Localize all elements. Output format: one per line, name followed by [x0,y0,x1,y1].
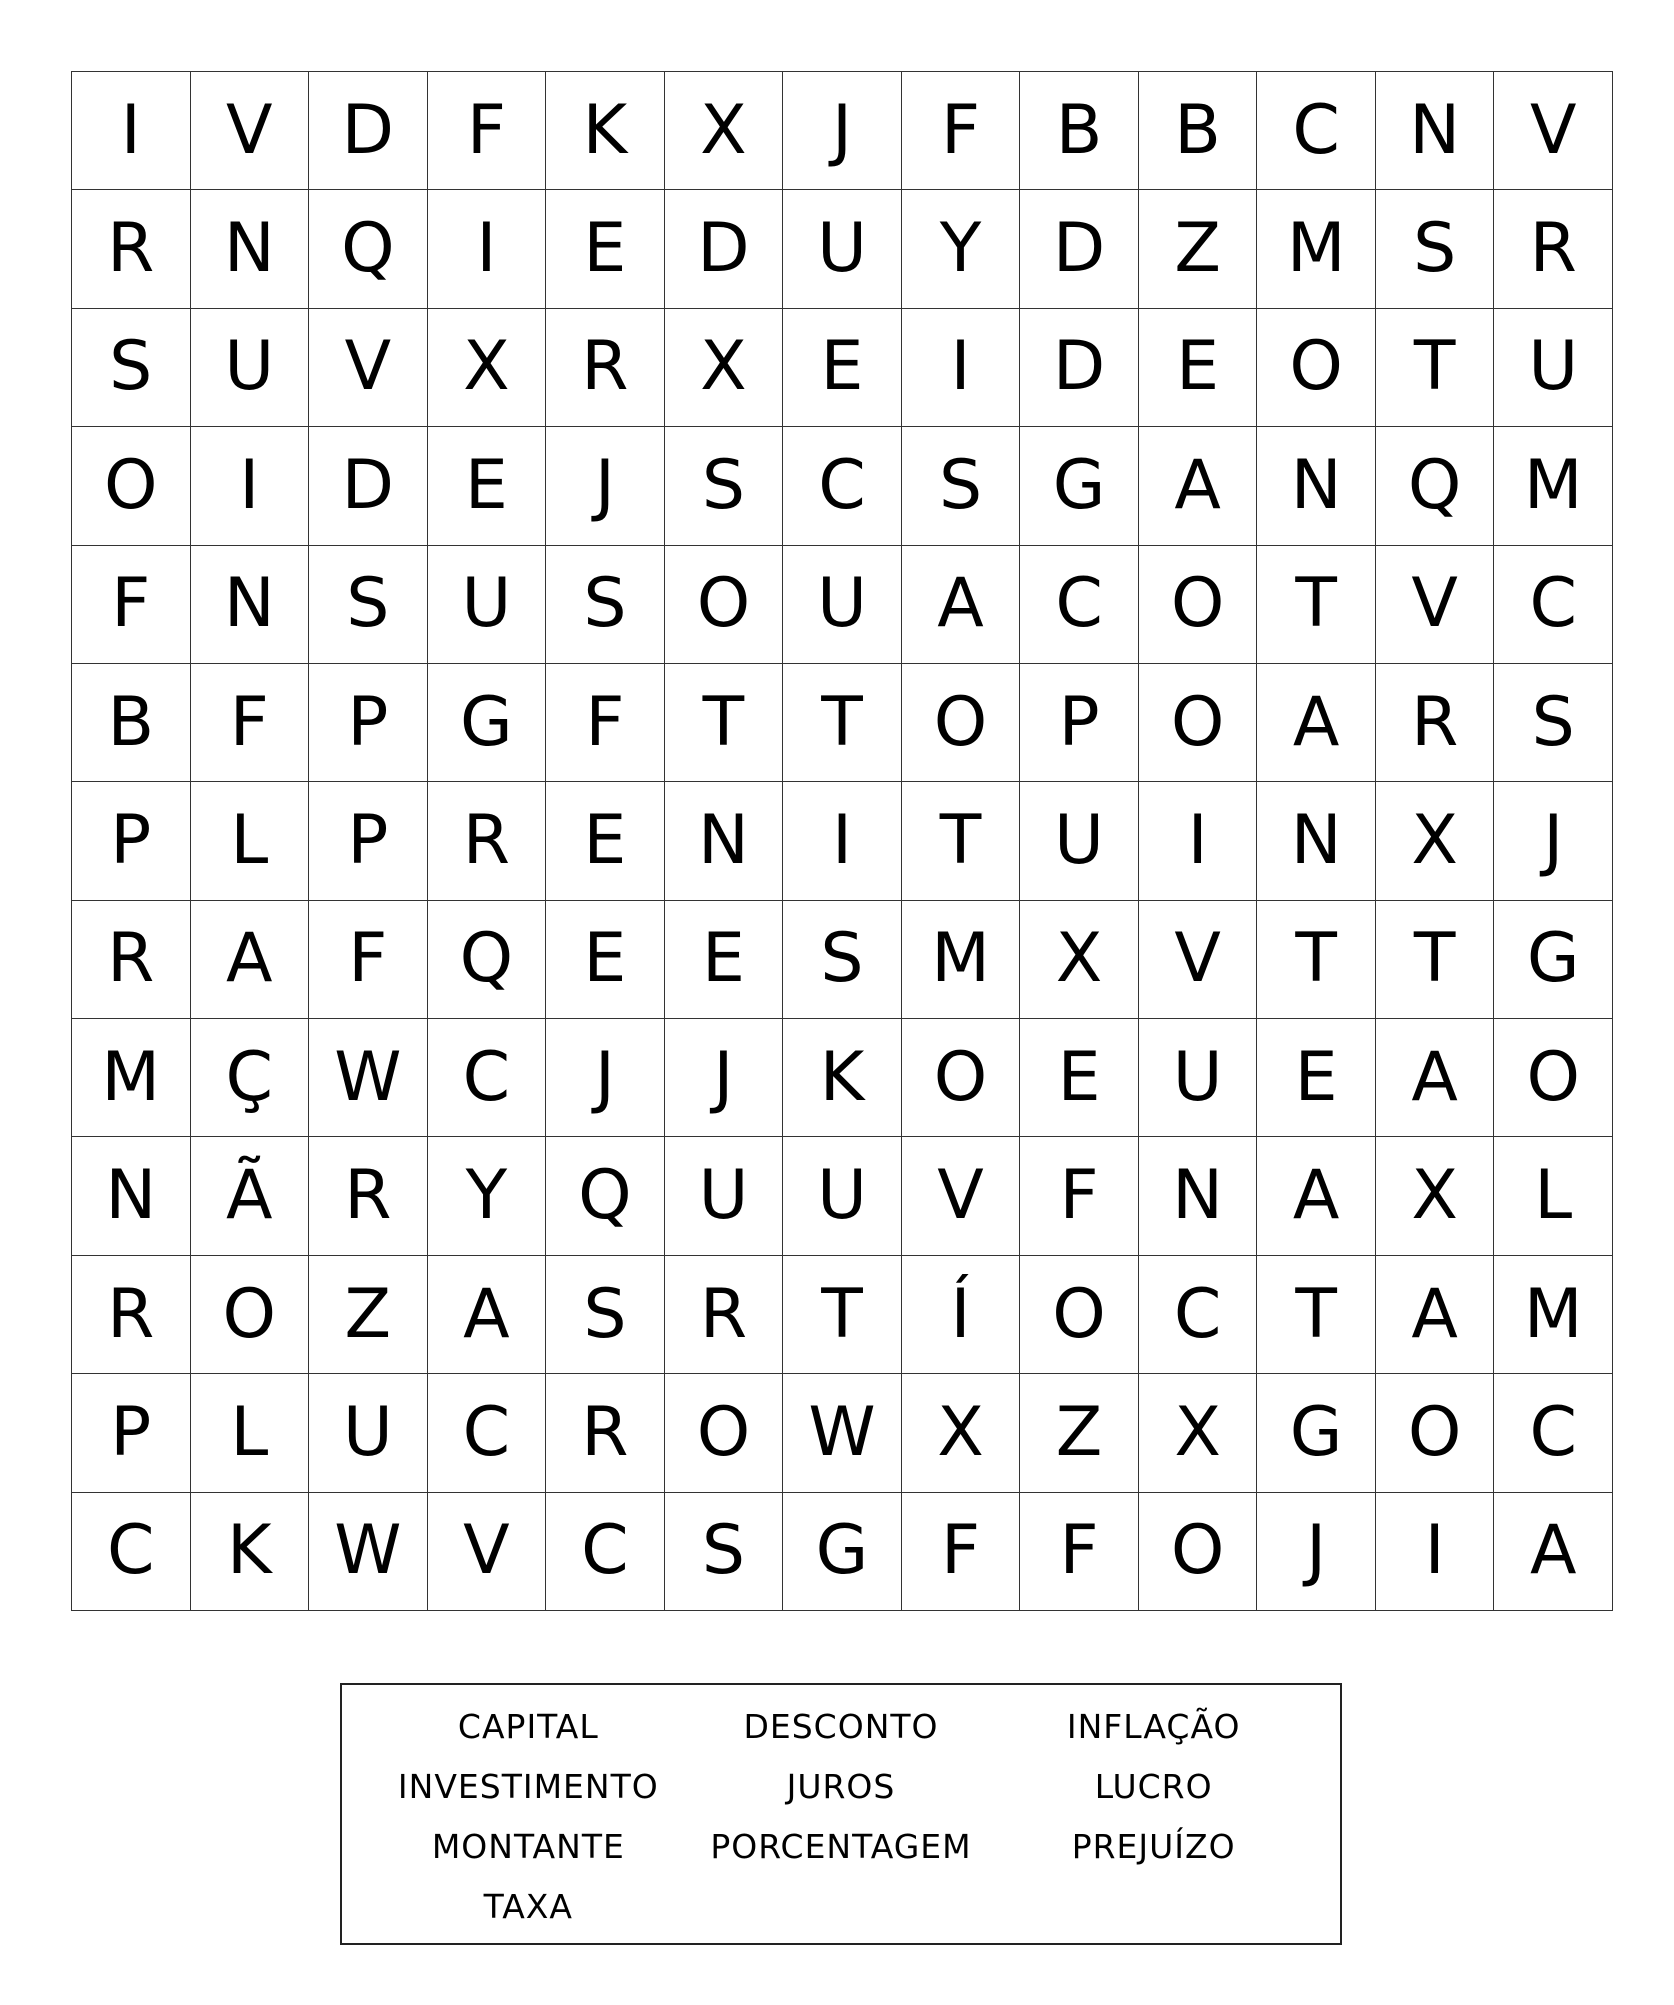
grid-cell[interactable]: E [546,782,665,900]
grid-cell[interactable]: P [309,664,428,782]
grid-cell[interactable]: N [191,546,310,664]
grid-cell[interactable]: I [902,309,1021,427]
grid-cell[interactable]: Ã [191,1137,310,1255]
grid-cell[interactable]: U [783,1137,902,1255]
grid-cell[interactable]: F [1020,1137,1139,1255]
grid-cell[interactable]: E [1139,309,1258,427]
grid-cell[interactable]: S [665,427,784,545]
grid-cell[interactable]: N [665,782,784,900]
grid-cell[interactable]: Y [902,190,1021,308]
grid-cell[interactable]: X [665,309,784,427]
grid-cell[interactable]: A [1494,1493,1613,1611]
grid-cell[interactable]: M [72,1019,191,1137]
grid-cell[interactable]: O [1257,309,1376,427]
grid-cell[interactable]: V [191,72,310,190]
grid-cell[interactable]: F [309,901,428,1019]
grid-cell[interactable]: E [1020,1019,1139,1137]
grid-cell[interactable]: F [902,1493,1021,1611]
grid-cell[interactable]: V [1139,901,1258,1019]
word-list [340,1683,1342,1945]
word-list-item: INVESTIMENTO [397,1767,659,1806]
word-list-item: CAPITAL [457,1707,599,1746]
grid-cell[interactable]: V [428,1493,547,1611]
grid-cell[interactable]: N [1257,782,1376,900]
grid-cell[interactable]: D [309,427,428,545]
grid-cell[interactable]: G [783,1493,902,1611]
grid-cell[interactable]: X [1139,1374,1258,1492]
grid-cell[interactable]: V [902,1137,1021,1255]
word-list-item: LUCRO [1094,1767,1213,1806]
grid-cell[interactable]: M [902,901,1021,1019]
grid-cell[interactable]: J [1494,782,1613,900]
grid-cell[interactable]: I [1376,1493,1495,1611]
grid-cell[interactable]: R [665,1256,784,1374]
grid-cell[interactable]: G [428,664,547,782]
word-list-item: PORCENTAGEM [710,1827,972,1866]
grid-cell[interactable]: C [72,1493,191,1611]
grid-cell[interactable]: A [428,1256,547,1374]
grid-cell[interactable]: U [428,546,547,664]
grid-cell[interactable]: F [191,664,310,782]
grid-cell[interactable]: S [546,1256,665,1374]
grid-cell[interactable]: T [1376,309,1495,427]
grid-cell[interactable]: O [902,1019,1021,1137]
grid-cell[interactable]: O [1139,1493,1258,1611]
grid-cell[interactable]: P [72,782,191,900]
grid-cell[interactable]: L [1494,1137,1613,1255]
grid-cell[interactable]: K [191,1493,310,1611]
grid-cell[interactable]: U [783,190,902,308]
grid-cell[interactable]: L [191,1374,310,1492]
grid-cell[interactable]: N [72,1137,191,1255]
grid-cell[interactable]: X [428,309,547,427]
grid-cell[interactable]: K [783,1019,902,1137]
grid-cell[interactable]: J [1257,1493,1376,1611]
grid-cell[interactable]: R [1376,664,1495,782]
grid-cell[interactable]: O [1494,1019,1613,1137]
grid-cell[interactable]: A [191,901,310,1019]
grid-cell[interactable]: E [1257,1019,1376,1137]
grid-cell[interactable]: F [428,72,547,190]
grid-cell[interactable]: U [1494,309,1613,427]
grid-cell[interactable]: B [1139,72,1258,190]
grid-cell[interactable]: E [546,190,665,308]
grid-cell[interactable]: T [1257,901,1376,1019]
grid-cell[interactable]: B [1020,72,1139,190]
grid-cell[interactable]: C [1257,72,1376,190]
grid-cell[interactable]: R [546,1374,665,1492]
grid-cell[interactable]: U [191,309,310,427]
grid-cell[interactable]: J [546,427,665,545]
grid-cell[interactable]: S [309,546,428,664]
grid-cell[interactable]: O [1139,664,1258,782]
grid-cell[interactable]: L [191,782,310,900]
grid-cell[interactable]: Q [1376,427,1495,545]
grid-cell[interactable]: P [72,1374,191,1492]
grid-cell[interactable]: P [309,782,428,900]
grid-cell[interactable]: V [1376,546,1495,664]
letter-grid [71,71,1613,1611]
grid-cell[interactable]: G [1257,1374,1376,1492]
grid-cell[interactable]: R [1494,190,1613,308]
grid-cell[interactable]: T [665,664,784,782]
grid-cell[interactable]: Q [546,1137,665,1255]
grid-cell[interactable]: V [309,309,428,427]
grid-cell[interactable]: T [902,782,1021,900]
grid-cell[interactable]: W [309,1493,428,1611]
grid-cell[interactable]: T [783,664,902,782]
grid-cell[interactable]: I [72,72,191,190]
grid-cell[interactable]: E [546,901,665,1019]
grid-cell[interactable]: O [1376,1374,1495,1492]
grid-cell[interactable]: O [665,1374,784,1492]
grid-cell[interactable]: G [1020,427,1139,545]
word-list-item: DESCONTO [743,1707,939,1746]
grid-cell[interactable]: C [1494,1374,1613,1492]
grid-cell[interactable]: D [309,72,428,190]
grid-cell[interactable]: E [783,309,902,427]
grid-cell[interactable]: E [665,901,784,1019]
grid-cell[interactable]: F [72,546,191,664]
grid-cell[interactable]: T [783,1256,902,1374]
grid-cell[interactable]: A [1139,427,1258,545]
grid-cell[interactable]: J [546,1019,665,1137]
grid-cell[interactable]: X [1020,901,1139,1019]
grid-cell[interactable]: A [902,546,1021,664]
grid-cell[interactable]: C [1020,546,1139,664]
grid-cell[interactable]: O [1139,546,1258,664]
grid-cell[interactable]: W [783,1374,902,1492]
grid-cell[interactable]: A [1257,664,1376,782]
grid-cell[interactable]: X [665,72,784,190]
grid-cell[interactable]: T [1257,546,1376,664]
grid-cell[interactable]: C [1139,1256,1258,1374]
grid-cell[interactable]: A [1376,1256,1495,1374]
grid-cell[interactable]: E [428,427,547,545]
grid-cell[interactable]: Z [1139,190,1258,308]
word-list-item: INFLAÇÃO [1066,1707,1241,1746]
grid-cell[interactable]: I [1139,782,1258,900]
grid-cell[interactable]: O [191,1256,310,1374]
grid-cell[interactable]: U [1139,1019,1258,1137]
grid-cell[interactable]: M [1494,1256,1613,1374]
grid-cell[interactable]: U [783,546,902,664]
grid-cell[interactable]: Ç [191,1019,310,1137]
grid-cell[interactable]: R [72,901,191,1019]
grid-cell[interactable]: O [902,664,1021,782]
grid-cell[interactable]: B [72,664,191,782]
grid-cell[interactable]: D [1020,190,1139,308]
word-list-item: MONTANTE [431,1827,625,1866]
grid-cell[interactable]: N [1376,72,1495,190]
grid-cell[interactable]: O [665,546,784,664]
grid-cell[interactable]: R [309,1137,428,1255]
grid-cell[interactable]: K [546,72,665,190]
grid-cell[interactable]: C [783,427,902,545]
grid-cell[interactable]: I [191,427,310,545]
grid-cell[interactable]: D [1020,309,1139,427]
grid-cell[interactable]: F [902,72,1021,190]
word-list-item: PREJUÍZO [1071,1827,1236,1866]
grid-cell[interactable]: X [902,1374,1021,1492]
grid-cell[interactable]: Q [428,901,547,1019]
grid-cell[interactable]: M [1257,190,1376,308]
grid-cell[interactable]: S [546,546,665,664]
grid-cell[interactable]: Q [309,190,428,308]
grid-cell[interactable]: O [72,427,191,545]
grid-cell[interactable]: R [72,190,191,308]
grid-cell[interactable]: W [309,1019,428,1137]
grid-cell[interactable]: R [428,782,547,900]
grid-cell[interactable]: F [546,664,665,782]
grid-cell[interactable]: U [309,1374,428,1492]
grid-cell[interactable]: G [1494,901,1613,1019]
grid-cell[interactable]: S [1494,664,1613,782]
grid-cell[interactable]: T [1376,901,1495,1019]
grid-cell[interactable]: N [1257,427,1376,545]
grid-cell[interactable]: R [546,309,665,427]
grid-cell[interactable]: S [72,309,191,427]
word-list-item: JUROS [786,1767,896,1806]
grid-cell[interactable]: C [428,1019,547,1137]
grid-cell[interactable]: S [665,1493,784,1611]
grid-cell[interactable]: X [1376,782,1495,900]
grid-cell[interactable]: C [1494,546,1613,664]
grid-cell[interactable]: Y [428,1137,547,1255]
grid-cell[interactable]: N [1139,1137,1258,1255]
grid-cell[interactable]: A [1257,1137,1376,1255]
grid-cell[interactable]: X [1376,1137,1495,1255]
grid-cell[interactable]: C [546,1493,665,1611]
grid-cell[interactable]: N [191,190,310,308]
grid-cell[interactable]: F [1020,1493,1139,1611]
grid-cell[interactable]: I [428,190,547,308]
grid-cell[interactable]: Í [902,1256,1021,1374]
grid-cell[interactable]: J [783,72,902,190]
grid-cell[interactable]: U [665,1137,784,1255]
grid-cell[interactable]: M [1494,427,1613,545]
grid-cell[interactable]: A [1376,1019,1495,1137]
grid-cell[interactable]: T [1257,1256,1376,1374]
grid-cell[interactable]: O [1020,1256,1139,1374]
grid-cell[interactable]: S [1376,190,1495,308]
grid-cell[interactable]: P [1020,664,1139,782]
grid-cell[interactable]: U [1020,782,1139,900]
grid-cell[interactable]: I [783,782,902,900]
grid-cell[interactable]: R [72,1256,191,1374]
grid-cell[interactable]: V [1494,72,1613,190]
word-list-item: TAXA [483,1887,573,1926]
grid-cell[interactable]: D [665,190,784,308]
grid-cell[interactable]: S [902,427,1021,545]
grid-cell[interactable]: Z [309,1256,428,1374]
grid-cell[interactable]: S [783,901,902,1019]
grid-cell[interactable]: J [665,1019,784,1137]
grid-cell[interactable]: Z [1020,1374,1139,1492]
grid-cell[interactable]: C [428,1374,547,1492]
